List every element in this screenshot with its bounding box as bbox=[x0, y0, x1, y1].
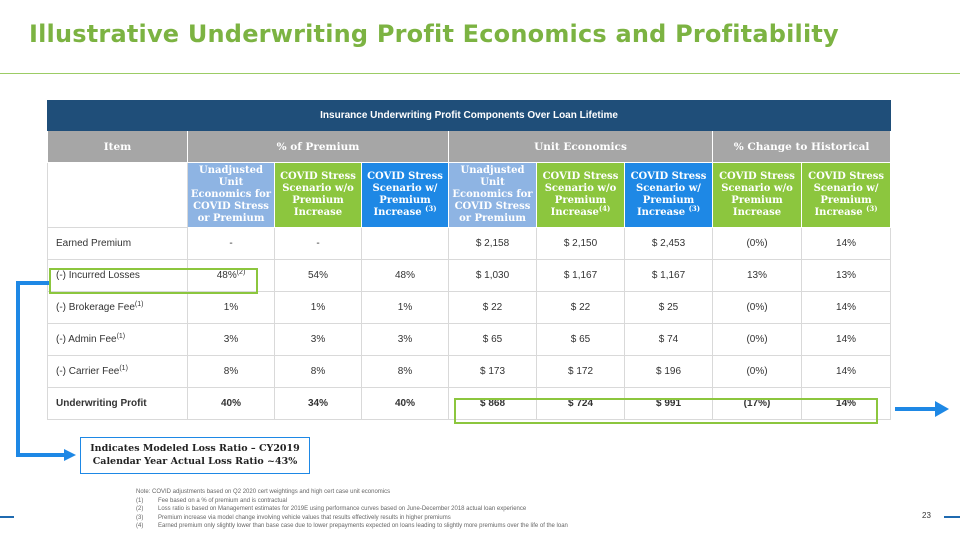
group-item: Item bbox=[48, 131, 188, 163]
row-label: (-) Brokerage Fee$^{(1)}$ bbox=[48, 292, 188, 324]
table-cell: 14% bbox=[802, 324, 891, 356]
table-cell: 14% bbox=[802, 292, 891, 324]
table-cell: $ 724 bbox=[537, 388, 625, 420]
footnote: (4) Earned premium only slightly lower than base case due to lower prepayments expected on loans leading to slightly more premiums over the life of the loan bbox=[136, 523, 568, 529]
arrow-line bbox=[895, 407, 937, 411]
table-cell: $ 65 bbox=[537, 324, 625, 356]
callout-line: Indicates Modeled Loss Ratio – CY2019 bbox=[90, 443, 300, 454]
footnotes bbox=[136, 488, 568, 531]
page-number: 23 bbox=[922, 511, 931, 520]
table-cell: $ 65 bbox=[449, 324, 537, 356]
table-cell: $ 196 bbox=[625, 356, 713, 388]
table-cell: $ 1,167 bbox=[625, 260, 713, 292]
subheader-blank bbox=[48, 163, 188, 228]
group-pct-change: % Change to Historical bbox=[713, 131, 891, 163]
table-cell: 13% bbox=[802, 260, 891, 292]
table-cell: 8% bbox=[188, 356, 275, 388]
subheader-cell: COVID Stress Scenario w/o Premium Increase bbox=[713, 163, 802, 228]
table-cell: 54% bbox=[275, 260, 362, 292]
subheader-cell: COVID Stress Scenario w/ Premium Increase $^{(3)}$ bbox=[362, 163, 449, 228]
table-cell: $ 1,030 bbox=[449, 260, 537, 292]
table-cell: - bbox=[275, 228, 362, 260]
subheader-cell: COVID Stress Scenario w/ Premium Increase $^{(3)}$ bbox=[802, 163, 891, 228]
table-cell: $ 2,158 bbox=[449, 228, 537, 260]
page-title: Illustrative Underwriting Profit Economics and Profitability bbox=[29, 20, 839, 48]
footnote: (3) Premium increase via model change involving vehicle values that results effectively results in higher premiums bbox=[136, 514, 451, 521]
table-cell: 40% bbox=[362, 388, 449, 420]
table-cell: - bbox=[188, 228, 275, 260]
table-cell: (0%) bbox=[713, 228, 802, 260]
loss-ratio-callout bbox=[80, 437, 310, 474]
table-cell: 14% bbox=[802, 228, 891, 260]
table-cell: 1% bbox=[188, 292, 275, 324]
subheader-cell: Unadjusted Unit Economics for COVID Stress or Premium bbox=[188, 163, 275, 228]
group-pct-premium: % of Premium bbox=[188, 131, 449, 163]
table-cell: 13% bbox=[713, 260, 802, 292]
table-cell: 3% bbox=[275, 324, 362, 356]
row-label: (-) Incurred Losses bbox=[48, 260, 188, 292]
bracket-line bbox=[16, 283, 20, 455]
row-label: Earned Premium bbox=[48, 228, 188, 260]
table-cell: 8% bbox=[362, 356, 449, 388]
table-cell: (0%) bbox=[713, 356, 802, 388]
footnote-intro: Note: COVID adjustments based on Q2 2020 cert weightings and high cert case unit economics bbox=[136, 489, 391, 495]
subheader-cell: COVID Stress Scenario w/o Premium Increase bbox=[275, 163, 362, 228]
table-cell: $ 172 bbox=[537, 356, 625, 388]
arrow-right-icon bbox=[64, 449, 76, 461]
table-cell: $ 2,453 bbox=[625, 228, 713, 260]
subheader-cell: Unadjusted Unit Economics for COVID Stress or Premium bbox=[449, 163, 537, 228]
table-cell: 1% bbox=[275, 292, 362, 324]
table-cell: $ 868 bbox=[449, 388, 537, 420]
callout-line: Calendar Year Actual Loss Ratio ~43% bbox=[92, 456, 298, 467]
table-cell: 3% bbox=[362, 324, 449, 356]
table-cell bbox=[362, 228, 449, 260]
bracket-bottom bbox=[16, 453, 66, 457]
footnote: (1) Fee based on a % of premium and is contractual bbox=[136, 497, 288, 504]
footer-rule-left bbox=[0, 516, 14, 518]
row-label: (-) Admin Fee$^{(1)}$ bbox=[48, 324, 188, 356]
table-cell: $ 74 bbox=[625, 324, 713, 356]
table-cell: $ 22 bbox=[449, 292, 537, 324]
table-cell: $ 173 bbox=[449, 356, 537, 388]
row-label: Underwriting Profit bbox=[48, 388, 188, 420]
table-cell: 34% bbox=[275, 388, 362, 420]
table-cell: 14% bbox=[802, 356, 891, 388]
subheader-cell: COVID Stress Scenario w/o Premium Increase$^{(4)}$ bbox=[537, 163, 625, 228]
bracket-top bbox=[16, 281, 49, 285]
table-cell: (0%) bbox=[713, 292, 802, 324]
underwriting-profit-highlight bbox=[454, 398, 878, 424]
table-cell: 14% bbox=[802, 388, 891, 420]
table-cell: $ 991 bbox=[625, 388, 713, 420]
table-cell: 48% bbox=[362, 260, 449, 292]
table-cell: $ 2,150 bbox=[537, 228, 625, 260]
row-label: (-) Carrier Fee$^{(1)}$ bbox=[48, 356, 188, 388]
table-row bbox=[48, 228, 891, 260]
table-cell: $ 22 bbox=[537, 292, 625, 324]
group-unit-economics: Unit Economics bbox=[449, 131, 713, 163]
table-cell: 40% bbox=[188, 388, 275, 420]
table-cell: 1% bbox=[362, 292, 449, 324]
table-cell: 3% bbox=[188, 324, 275, 356]
table-cell: (0%) bbox=[713, 324, 802, 356]
table-cell: 8% bbox=[275, 356, 362, 388]
table-cell: 48%$^{(2)}$ bbox=[188, 260, 275, 292]
incurred-losses-highlight bbox=[49, 268, 258, 294]
table-row bbox=[48, 324, 891, 356]
table-header: Insurance Underwriting Profit Components Over Loan Lifetime bbox=[48, 101, 891, 131]
table-row bbox=[48, 292, 891, 324]
subheader-cell: COVID Stress Scenario w/ Premium Increase $^{(3)}$ bbox=[625, 163, 713, 228]
footnote: (2) Loss ratio is based on Management estimates for 2019E using performance curves based on June-December 2018 actual loan experience bbox=[136, 506, 527, 512]
title-divider bbox=[0, 73, 960, 74]
table-cell: $ 1,167 bbox=[537, 260, 625, 292]
footer-rule-right bbox=[944, 516, 960, 518]
table-cell: (17%) bbox=[713, 388, 802, 420]
table-cell: $ 25 bbox=[625, 292, 713, 324]
arrow-right-icon bbox=[935, 401, 949, 417]
underwriting-profit-table bbox=[47, 100, 891, 420]
table-row bbox=[48, 356, 891, 388]
